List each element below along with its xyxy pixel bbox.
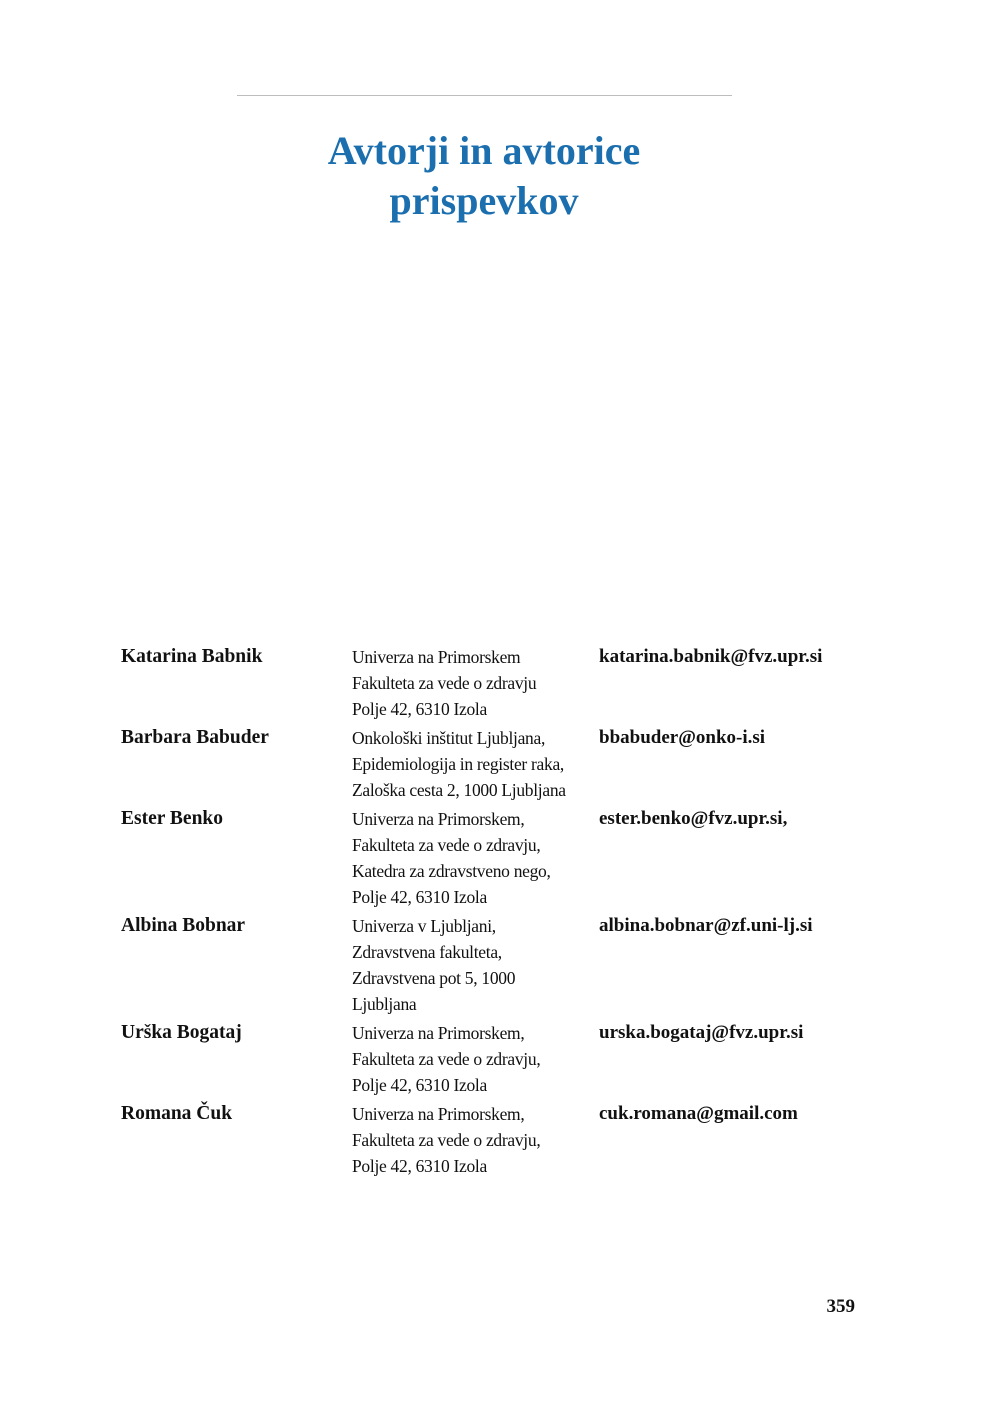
- affiliation-line: Zdravstvena fakulteta,: [352, 942, 502, 962]
- author-email: ester.benko@fvz.upr.si,: [599, 808, 788, 829]
- affiliation-line: Polje 42, 6310 Izola: [352, 1156, 487, 1176]
- page-title-line-2: prispevkov: [389, 178, 579, 223]
- author-affiliation: [352, 1101, 599, 1179]
- affiliation-line: Onkološki inštitut Ljubljana,: [352, 728, 546, 748]
- affiliation-line: Ljubljana: [352, 994, 417, 1014]
- author-affiliation: [352, 644, 599, 722]
- author-name: Katarina Babnik: [121, 646, 263, 667]
- affiliation-line: Fakulteta za vede o zdravju,: [352, 1130, 541, 1150]
- author-row: [121, 725, 861, 803]
- author-name: Ester Benko: [121, 808, 224, 829]
- affiliation-line: Univerza na Primorskem: [352, 647, 521, 667]
- author-name: Barbara Babuder: [121, 727, 269, 748]
- affiliation-line: Univerza na Primorskem,: [352, 1023, 525, 1043]
- affiliation-line: Fakulteta za vede o zdravju: [352, 673, 537, 693]
- affiliation-line: Univerza na Primorskem,: [352, 1104, 525, 1124]
- page-title: [200, 126, 768, 226]
- author-email: cuk.romana@gmail.com: [599, 1103, 798, 1124]
- affiliation-line: Univerza v Ljubljani,: [352, 916, 496, 936]
- affiliation-line: Epidemiologija in register raka,: [352, 754, 564, 774]
- author-affiliation: [352, 725, 599, 803]
- author-affiliation: [352, 913, 599, 1017]
- page-title-line-1: Avtorji in avtorice: [327, 128, 641, 173]
- author-affiliation: [352, 1020, 599, 1098]
- affiliation-line: Polje 42, 6310 Izola: [352, 1075, 487, 1095]
- author-row: [121, 913, 861, 1017]
- author-email: albina.bobnar@zf.uni-lj.si: [599, 915, 813, 936]
- author-email: urska.bogataj@fvz.upr.si: [599, 1022, 804, 1043]
- affiliation-line: Polje 42, 6310 Izola: [352, 699, 487, 719]
- affiliation-line: Zaloška cesta 2, 1000 Ljubljana: [352, 780, 566, 800]
- author-row: [121, 806, 861, 910]
- affiliation-line: Polje 42, 6310 Izola: [352, 887, 487, 907]
- top-divider: [237, 95, 732, 96]
- author-email: katarina.babnik@fvz.upr.si: [599, 646, 823, 667]
- author-name: Urška Bogataj: [121, 1022, 242, 1043]
- author-email: bbabuder@onko-i.si: [599, 727, 766, 748]
- affiliation-line: Univerza na Primorskem,: [352, 809, 525, 829]
- author-row: [121, 644, 861, 722]
- author-affiliation: [352, 806, 599, 910]
- affiliation-line: Zdravstvena pot 5, 1000: [352, 968, 516, 988]
- author-name: Albina Bobnar: [121, 915, 246, 936]
- affiliation-line: Fakulteta za vede o zdravju,: [352, 1049, 541, 1069]
- author-list: [121, 644, 861, 1182]
- affiliation-line: Fakulteta za vede o zdravju,: [352, 835, 541, 855]
- page-number: 359: [826, 1296, 855, 1317]
- affiliation-line: Katedra za zdravstveno nego,: [352, 861, 551, 881]
- author-row: [121, 1101, 861, 1179]
- author-name: Romana Čuk: [121, 1103, 233, 1124]
- author-row: [121, 1020, 861, 1098]
